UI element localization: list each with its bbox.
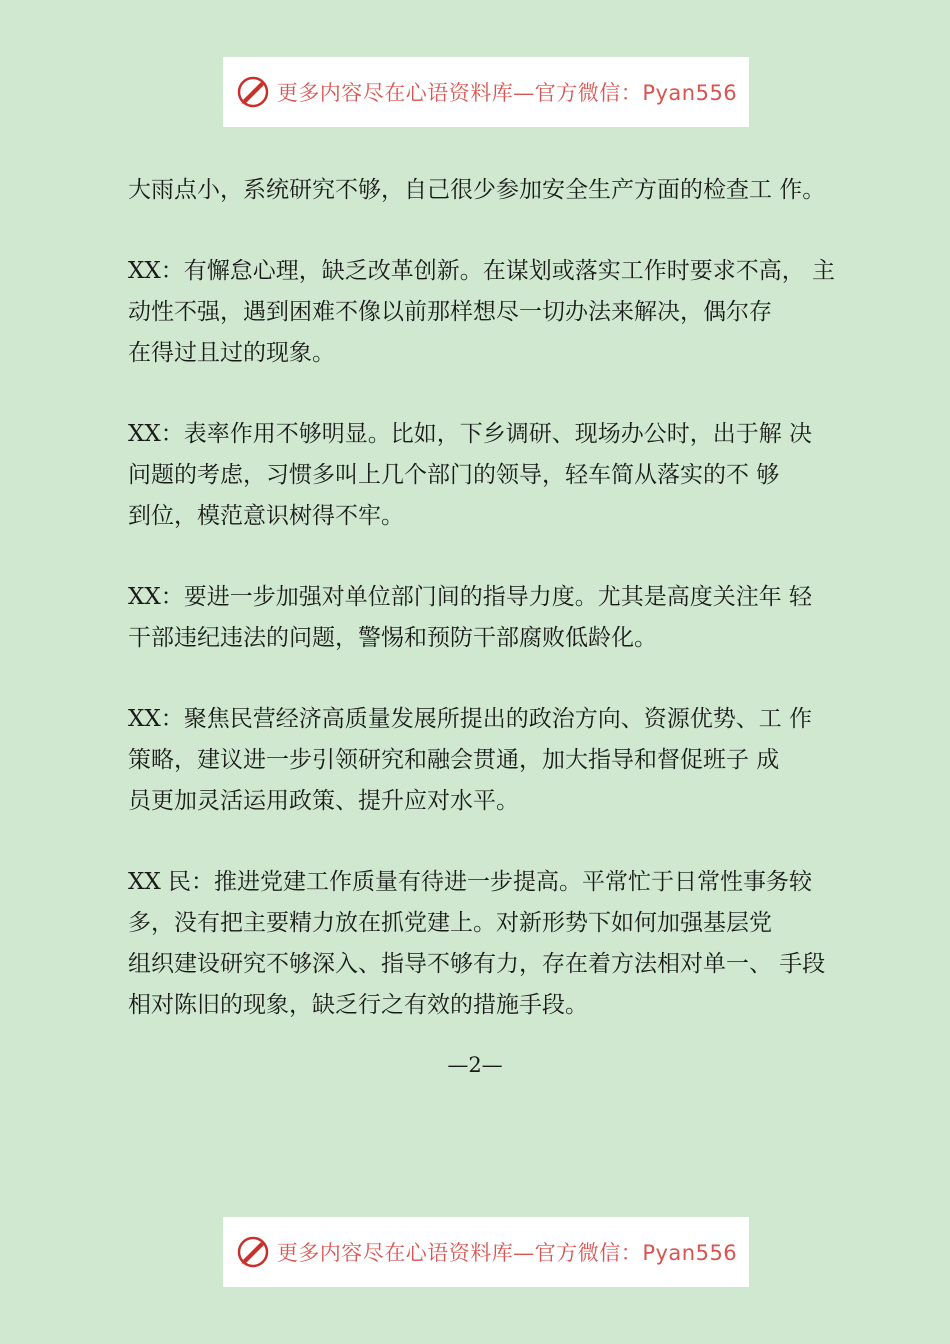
text-line: XX：有懈怠心理，缺乏改革创新。在谋划或落实工作时要求不高， 主 bbox=[128, 258, 836, 284]
paragraph-6 bbox=[128, 862, 848, 1026]
text-line: 策略，建议进一步引领研究和融会贯通，加大指导和督促班子 成 bbox=[128, 747, 780, 773]
text-line: 到位，模范意识树得不牢。 bbox=[128, 503, 404, 529]
page-number: —2— bbox=[447, 1053, 503, 1077]
paragraph-1 bbox=[128, 170, 848, 211]
text-line: 问题的考虑，习惯多叫上几个部门的领导，轻车简从落实的不 够 bbox=[128, 462, 780, 488]
paragraph-2 bbox=[128, 251, 848, 374]
text-line: XX：表率作用不够明显。比如，下乡调研、现场办公时，出于解 决 bbox=[128, 421, 813, 447]
paragraph-5 bbox=[128, 699, 848, 822]
paragraph-4 bbox=[128, 577, 848, 659]
pen-logo-icon bbox=[235, 74, 271, 110]
text-line: XX：要进一步加强对单位部门间的指导力度。尤其是高度关注年 轻 bbox=[128, 584, 813, 610]
banner-text: 更多内容尽在心语资料库—官方微信：Pyan556 bbox=[276, 81, 738, 105]
paragraph-3 bbox=[128, 414, 848, 537]
document-body bbox=[128, 170, 848, 1066]
pen-logo-icon bbox=[235, 1234, 271, 1270]
text-line: 组织建设研究不够深入、指导不够有力，存在着方法相对单一、 手段 bbox=[128, 951, 826, 977]
text-line: 员更加灵活运用政策、提升应对水平。 bbox=[128, 788, 519, 814]
text-line: 多，没有把主要精力放在抓党建上。对新形势下如何加强基层党 bbox=[128, 910, 772, 936]
text-line: XX 民：推进党建工作质量有待进一步提高。平常忙于日常性事务较 bbox=[128, 869, 813, 895]
header-watermark-banner bbox=[223, 57, 749, 127]
text-line: 相对陈旧的现象，缺乏行之有效的措施手段。 bbox=[128, 992, 588, 1018]
text-line: 干部违纪违法的问题，警惕和预防干部腐败低龄化。 bbox=[128, 625, 657, 651]
text-line: 在得过且过的现象。 bbox=[128, 340, 335, 366]
footer-watermark-banner bbox=[223, 1217, 749, 1287]
text-line: XX：聚焦民营经济高质量发展所提出的政治方向、资源优势、工 作 bbox=[128, 706, 813, 732]
text-line: 大雨点小，系统研究不够，自己很少参加安全生产方面的检查工 作。 bbox=[128, 177, 826, 203]
banner-text: 更多内容尽在心语资料库—官方微信：Pyan556 bbox=[276, 1241, 738, 1265]
text-line: 动性不强，遇到困难不像以前那样想尽一切办法来解决，偶尔存 bbox=[128, 299, 772, 325]
